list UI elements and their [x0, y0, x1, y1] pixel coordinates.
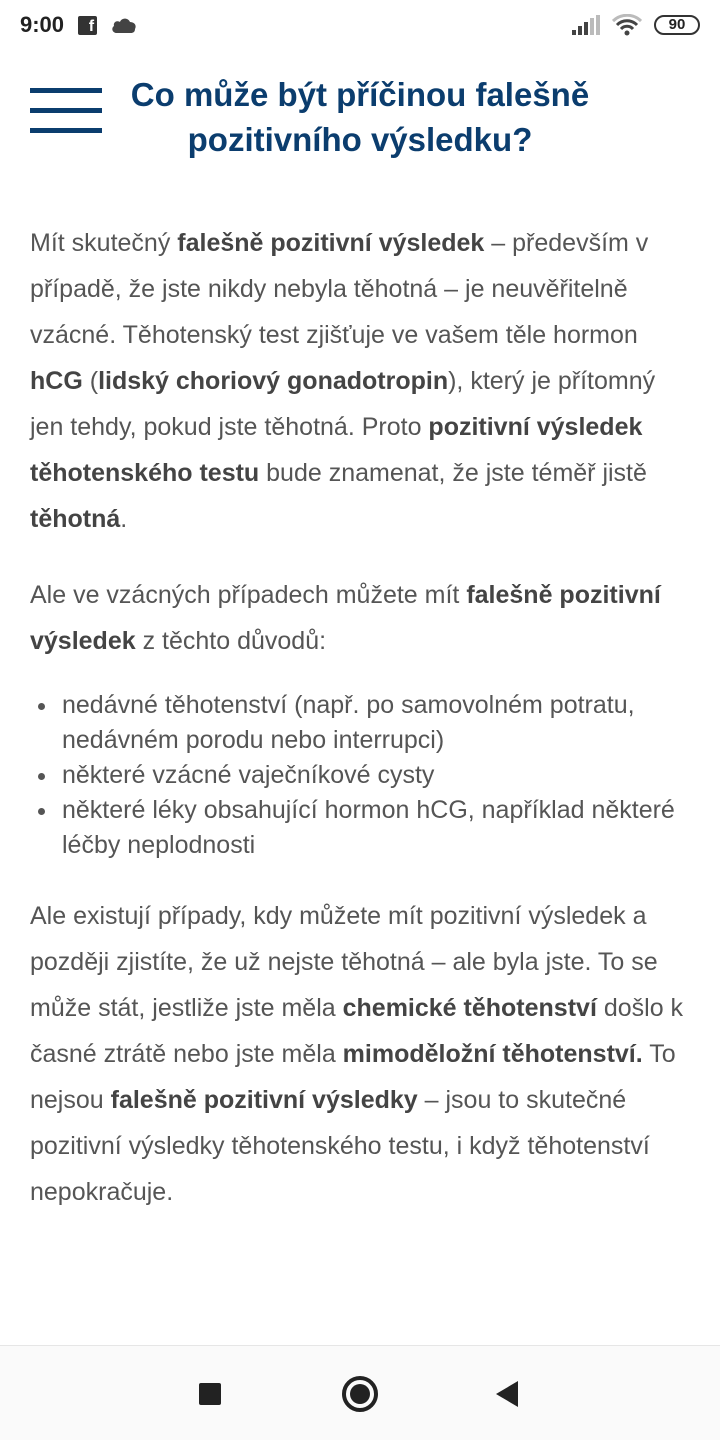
- text-run: Ale existují případy, kdy můžete mít pozitivní výsledek a později zjistíte, že už nejste těhotná – ale byla jste. To se může stát, jestliže jste měla: [30, 902, 658, 1022]
- circle-icon: [342, 1376, 378, 1412]
- bold-text: falešně pozitivní výsledky: [110, 1086, 418, 1114]
- text-run: .: [120, 505, 128, 533]
- bold-text: falešně pozitivní výsledek: [177, 229, 485, 257]
- system-navigation-bar: [0, 1345, 720, 1440]
- text-run: Mít skutečný: [30, 229, 178, 257]
- text-run: bude znamenat, že jste téměř jistě: [259, 459, 647, 487]
- bold-text: mimoděložní těhotenství.: [342, 1040, 643, 1068]
- text-run: ), který je přítomný jen tehdy, pokud jste těhotná. Proto: [30, 367, 656, 441]
- web-page: [0, 50, 720, 1345]
- list-item: nedávné těhotenství (např. po samovolném potratu, nedávném porodu nebo interrupci): [30, 688, 690, 758]
- status-bar: [0, 0, 720, 50]
- text-run: Ale ve vzácných případech můžete mít: [30, 581, 467, 609]
- recent-apps-button[interactable]: [190, 1374, 230, 1414]
- list-item: některé vzácné vaječníkové cysty: [30, 758, 690, 793]
- back-button[interactable]: [487, 1374, 527, 1414]
- text-run: (: [82, 367, 99, 395]
- signal-icon: [572, 15, 600, 35]
- reasons-list: [30, 688, 690, 863]
- battery-indicator: 90: [654, 15, 700, 35]
- bold-text: hCG: [30, 367, 83, 395]
- bold-text: pozitivní výsledek těhotenského testu: [30, 413, 643, 487]
- paragraph-reasons: [30, 572, 690, 664]
- paragraph-chemical-pregnancy: [30, 893, 690, 1215]
- bold-text: lidský choriový gonadotropin: [98, 367, 449, 395]
- text-run: – jsou to skutečné pozitivní výsledky těhotenského testu, i když těhotenství nepokračuje.: [30, 1086, 650, 1206]
- text-run: – především v případě, že jste nikdy nebyla těhotná – je neuvěřitelně vzácné. Těhotenský test zjišťuje ve vašem těle hormon: [30, 229, 649, 349]
- home-button[interactable]: [340, 1374, 380, 1414]
- text-run: z těchto důvodů:: [135, 627, 327, 655]
- article-title: Co může být příčinou falešně pozitivního výsledku?: [130, 76, 590, 158]
- square-icon: [199, 1383, 221, 1405]
- bold-text: chemické těhotenství: [342, 994, 597, 1022]
- bold-text: falešně pozitivní výsledek: [30, 581, 661, 655]
- bold-text: těhotná: [30, 505, 121, 533]
- status-time: 9:00: [20, 12, 65, 37]
- paragraph-intro: [30, 220, 690, 542]
- cloud-icon: [111, 16, 137, 34]
- article-body: [30, 220, 690, 1215]
- text-run: došlo k časné ztrátě nebo jste měla: [30, 994, 684, 1068]
- status-indicators: [572, 14, 700, 36]
- facebook-icon: f: [78, 16, 97, 35]
- triangle-back-icon: [496, 1381, 518, 1407]
- list-item: některé léky obsahující hormon hCG, například některé léčby neplodnosti: [30, 793, 690, 863]
- text-run: To nejsou: [30, 1040, 676, 1114]
- wifi-icon: [612, 14, 642, 36]
